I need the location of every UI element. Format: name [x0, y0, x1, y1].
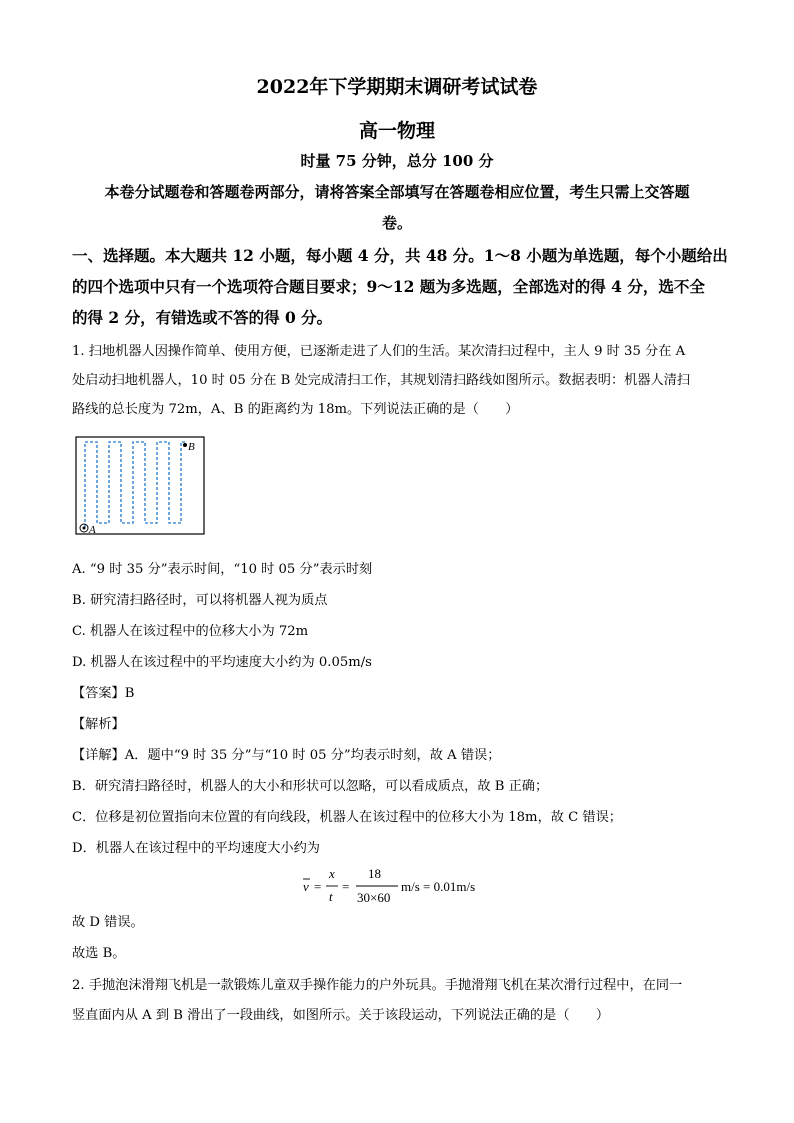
- q1-option-a: A. “9 时 35 分”表示时间，“10 时 05 分”表示时刻: [72, 562, 373, 577]
- q1-option-b: B. 研究清扫路径时，可以将机器人视为质点: [72, 593, 328, 608]
- q1-conclusion-2: 故选 B。: [72, 946, 126, 961]
- q1-option-d: D. 机器人在该过程中的平均速度大小约为 0.05m/s: [72, 655, 372, 670]
- note-line-2: 卷。: [381, 214, 412, 232]
- formula-num-2: 18: [368, 866, 381, 881]
- cleaning-path-figure: [75, 436, 205, 535]
- formula-den-2: 30×60: [357, 890, 391, 905]
- point-b-dot: [183, 443, 187, 447]
- q1-detail-a: 【详解】A．题中“9 时 35 分”与“10 时 05 分”均表示时刻，故 A 错误；: [72, 748, 501, 763]
- point-b-label: B: [188, 441, 195, 453]
- time-line: 时量 75 分钟，总分 100 分: [300, 152, 494, 170]
- subject-title: 高一物理: [358, 120, 435, 142]
- q1-detail-b: B．研究清扫路径时，机器人的大小和形状可以忽略，可以看成质点，故 B 正确；: [72, 779, 549, 794]
- q1-conclusion-1: 故 D 错误。: [72, 915, 144, 930]
- note-line-1: 本卷分试题卷和答题卷两部分，请将答案全部填写在答题卷相应位置，考生只需上交答题: [104, 183, 690, 201]
- figure-border: [76, 437, 204, 534]
- q2-stem-line-2: 竖直面内从 A 到 B 滑出了一段曲线，如图所示。关于该段运动，下列说法正确的是（ ）: [72, 1008, 610, 1023]
- q1-stem-line-2: 处启动扫地机器人，10 时 05 分在 B 处完成清扫工作，其规划清扫路线如图所示。数据表明：机器人清扫: [72, 373, 691, 388]
- page-title: 2022年下学期期末调研考试试卷: [256, 76, 538, 98]
- formula-result: m/s = 0.01m/s: [401, 879, 476, 894]
- q1-stem-line-3: 路线的总长度为 72m，A、B 的距离约为 18m。下列说法正确的是（ ）: [72, 402, 519, 417]
- average-velocity-formula: [300, 858, 500, 908]
- formula-den-1: t: [329, 889, 333, 904]
- q2-stem-line-1: 2. 手抛泡沫滑翔飞机是一款锻炼儿童双手操作能力的户外玩具。手抛滑翔飞机在某次滑行过程中，在同一: [72, 978, 683, 993]
- q1-answer: 【答案】B: [72, 686, 135, 701]
- point-a-label: A: [89, 524, 96, 535]
- section-line-2: 的四个选项中只有一个选项符合题目要求；9～12 题为多选题，全部选对的得 4 分，选不全: [72, 277, 705, 296]
- q1-option-c: C. 机器人在该过程中的位移大小为 72m: [72, 624, 309, 639]
- q1-detail-c: C．位移是初位置指向末位置的有向线段，机器人在该过程中的位移大小为 18m，故 C 错误；: [72, 810, 622, 825]
- formula-equals-1: =: [314, 879, 322, 894]
- formula-num-1: x: [329, 866, 335, 881]
- robot-icon-center: [83, 527, 86, 530]
- q1-stem-line-1: 1. 扫地机器人因操作简单、使用方便，已逐渐走进了人们的生活。某次清扫过程中，主人 9 时 35 分在 A: [72, 344, 686, 359]
- q1-analysis-label: 【解析】: [72, 717, 125, 732]
- section-line-1: 一、选择题。本大题共 12 小题，每小题 4 分，共 48 分。1～8 小题为单选题，每个小题给出: [72, 246, 728, 265]
- section-line-3: 的得 2 分，有错选或不答的得 0 分。: [72, 308, 333, 327]
- formula-lhs: v: [303, 879, 309, 894]
- formula-equals-2: =: [342, 879, 350, 894]
- q1-detail-d: D．机器人在该过程中的平均速度大小约为: [72, 841, 320, 856]
